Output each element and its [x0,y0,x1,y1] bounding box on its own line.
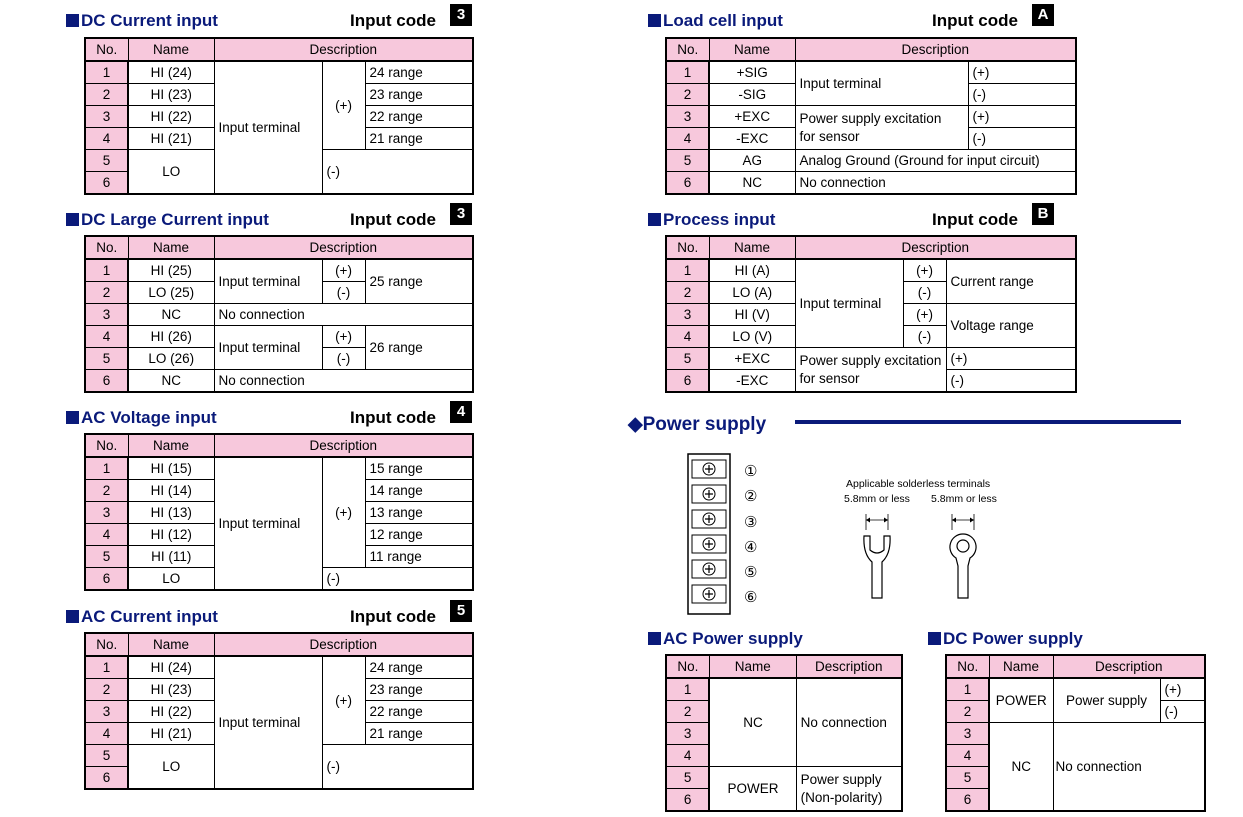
input-code-badge: B [1032,203,1054,225]
diamond-bullet-icon: ◆ [628,414,643,435]
ac-voltage-table [84,433,474,591]
section-title: DC Power supply [943,629,1083,648]
input-code-badge: 4 [450,401,472,423]
table-row: 3 NC No connection [946,723,1205,745]
table-row: 2 -SIG (-) [666,84,1076,106]
dc-large-current-section [66,205,472,229]
table-header-row: No. Name Description [85,38,473,61]
terminal-block-diagram [686,452,776,617]
table-row: 5 LO (26) (-) [85,348,473,370]
terminal-number: ③ [744,513,758,531]
power-supply-heading: ◆Power supply [628,414,767,435]
section-title: AC Current input [81,607,218,626]
input-code-badge: 3 [450,4,472,26]
input-code-label: Input code [350,210,436,229]
section-header [648,628,908,648]
table-row: 1 POWER Power supply (+) [946,678,1205,701]
section-header [66,403,472,427]
table-row: 5 [946,767,1205,789]
table-row: 1 HI (A) Input terminal (+) Current range [666,259,1076,282]
table-row: 4 [666,745,902,767]
ac-current-section [66,602,472,626]
load-cell-table [665,37,1077,195]
square-bullet-icon [66,610,79,623]
square-bullet-icon [66,14,79,27]
section-header [928,628,1188,648]
terminal-number: ① [744,463,758,480]
table-row: 6 [946,789,1205,812]
section-title: Load cell input [663,11,783,30]
table-row: 5 HI (11) 11 range [85,546,473,568]
table-header-row: No. Name Description [85,434,473,457]
ac-power-table [665,654,903,812]
table-row: 3 +EXC Power supply excitation for sensor (+) [666,106,1076,128]
applicable-terminals-label: Applicable solderless terminals [846,478,991,490]
table-header-row: No. Name Description [85,236,473,259]
ac-current-table [84,632,474,790]
table-row: 1 HI (15) Input terminal (+) 15 range [85,457,473,480]
table-row: 4 HI (12) 12 range [85,524,473,546]
ring-size-label: 5.8mm or less [931,493,997,505]
table-row: 2 HI (14) 14 range [85,480,473,502]
section-title: Process input [663,210,776,229]
table-row: 4 HI (21) 21 range [85,128,473,150]
load-cell-section [648,6,1054,30]
table-row: 3 HI (V) (+) Voltage range [666,304,1076,326]
table-row: 1 +SIG Input terminal (+) [666,61,1076,84]
input-code-label: Input code [350,11,436,30]
process-section [648,205,1054,229]
terminal-number: ② [744,488,758,506]
ac-voltage-section [66,403,472,427]
table-row: 2 HI (23) 23 range [85,84,473,106]
section-header [66,602,472,626]
table-header-row: No. Name Description [85,633,473,656]
table-row: 5 POWER Power supply (Non-polarity) [666,767,902,789]
square-bullet-icon [648,213,661,226]
table-row: 3 HI (22) 22 range [85,106,473,128]
terminal-number-list [744,459,757,611]
ring-terminal-icon [944,508,984,603]
table-row: 4 LO (V) (-) [666,326,1076,348]
section-header [66,205,472,229]
input-code-label: Input code [932,11,1018,30]
section-header [648,6,1054,30]
table-row: 5 AG Analog Ground (Ground for input circuit) [666,150,1076,172]
table-row: 6 [85,767,473,790]
square-bullet-icon [928,632,941,645]
table-row: 1 HI (24) Input terminal (+) 24 range [85,61,473,84]
fork-terminal-icon [858,508,898,603]
section-title: AC Power supply [663,629,803,648]
table-header-row: No. Name Description [666,236,1076,259]
heading-rule [795,420,1181,424]
table-row: 3 HI (22) 22 range [85,701,473,723]
terminal-number: ④ [744,538,758,556]
table-header-row: No. Name Description [666,38,1076,61]
input-code-badge: 3 [450,203,472,225]
table-row: 6 [85,172,473,195]
section-title: DC Large Current input [81,210,269,229]
table-row: 4 HI (21) 21 range [85,723,473,745]
square-bullet-icon [648,14,661,27]
table-row: 3 [666,723,902,745]
section-title: AC Voltage input [81,408,217,427]
section-title: DC Current input [81,11,218,30]
table-row: 1 NC No connection [666,678,902,701]
table-row: 1 HI (25) Input terminal (+) 25 range [85,259,473,282]
square-bullet-icon [66,411,79,424]
table-row: 2 [666,701,902,723]
table-row: 3 NC No connection [85,304,473,326]
table-row: 6 NC No connection [85,370,473,393]
square-bullet-icon [66,213,79,226]
input-code-label: Input code [350,607,436,626]
table-row: 2 HI (23) 23 range [85,679,473,701]
process-table [665,235,1077,393]
dc-current-table [84,37,474,195]
table-row: 6 NC No connection [666,172,1076,195]
table-row: 2 LO (25) (-) [85,282,473,304]
dc-large-current-table [84,235,474,393]
table-row: 4 -EXC (-) [666,128,1076,150]
table-row: 1 HI (24) Input terminal (+) 24 range [85,656,473,679]
table-row: 6 [666,789,902,812]
table-row: 4 HI (26) Input terminal (+) 26 range [85,326,473,348]
table-header-row: No. Name Description [666,655,902,678]
table-row: 6 -EXC (-) [666,370,1076,393]
table-row: 2 (-) [946,701,1205,723]
table-header-row: No. Name Description [946,655,1205,678]
input-code-badge: A [1032,4,1054,26]
terminal-number: ⑥ [744,589,758,607]
table-row: 5 +EXC Power supply excitation for sensor (+) [666,348,1076,370]
table-row: 3 HI (13) 13 range [85,502,473,524]
table-row: 2 LO (A) (-) [666,282,1076,304]
ac-power-section [648,628,908,648]
dc-power-table [945,654,1206,812]
table-row: 5 LO (-) [85,745,473,767]
square-bullet-icon [648,632,661,645]
table-row: 5 LO (-) [85,150,473,172]
input-code-badge: 5 [450,600,472,622]
input-code-label: Input code [932,210,1018,229]
section-header [66,6,472,30]
fork-size-label: 5.8mm or less [844,493,910,505]
table-row: 6 LO (-) [85,568,473,591]
section-header [648,205,1054,229]
input-code-label: Input code [350,408,436,427]
dc-current-section [66,6,472,30]
terminal-number: ⑤ [744,564,758,582]
table-row: 4 [946,745,1205,767]
dc-power-section [928,628,1188,648]
